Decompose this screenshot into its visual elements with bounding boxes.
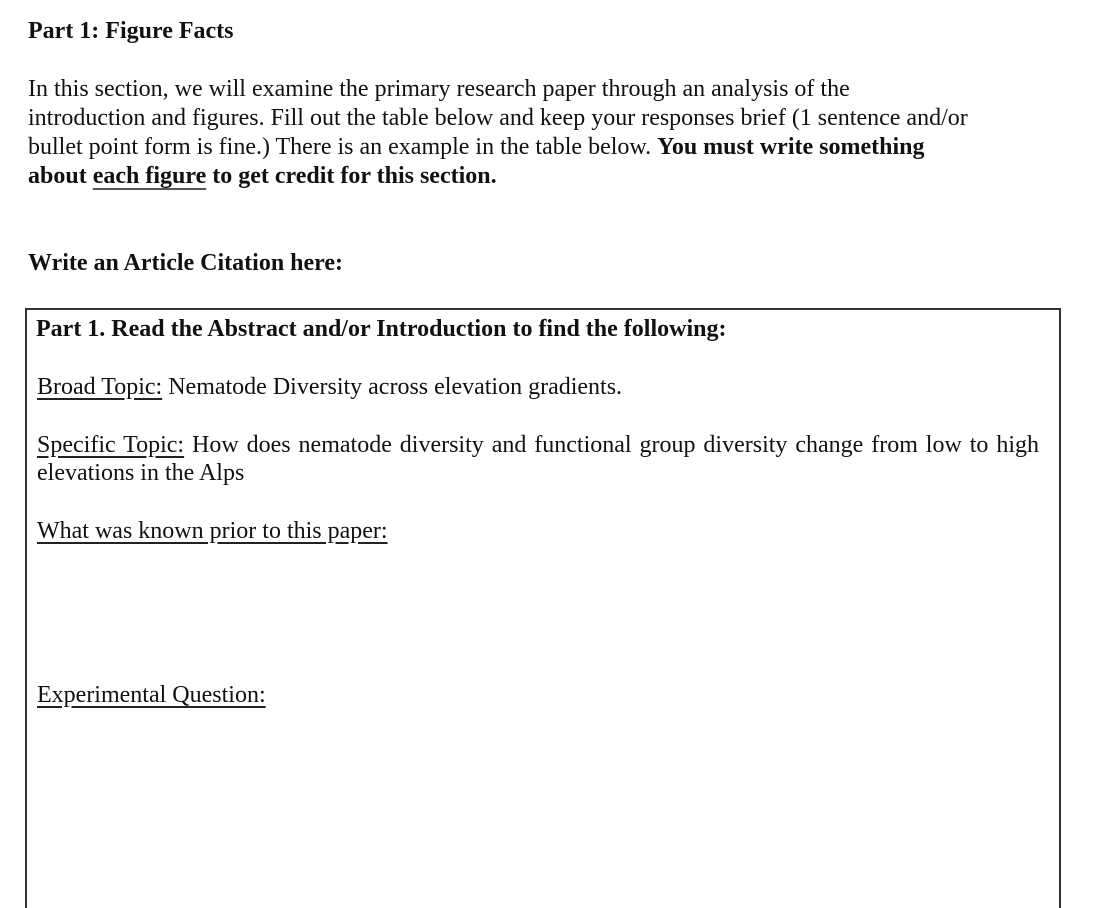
specific-topic-field[interactable] — [37, 431, 1039, 487]
intro-bold-lead: You must write something about — [28, 134, 925, 189]
known-prior-label: What was known prior to this paper: — [37, 518, 388, 544]
broad-topic-label: Broad Topic: — [37, 374, 163, 400]
intro-paragraph — [28, 75, 968, 191]
broad-topic-field[interactable] — [37, 373, 1039, 401]
intro-bold-underlined: each figure — [92, 163, 207, 189]
page-title: Part 1: Figure Facts — [28, 18, 234, 44]
experimental-question-field[interactable] — [37, 681, 1039, 709]
citation-heading: Write an Article Citation here: — [28, 250, 344, 276]
table-title: Part 1. Read the Abstract and/or Introduction to find the following: — [36, 316, 727, 342]
specific-topic-value: How does nematode diversity and functional group diversity change from low to high elevations in the Alps — [37, 432, 1039, 486]
intro-bold-tail: to get credit for this section. — [206, 163, 497, 189]
broad-topic-value: Nematode Diversity across elevation gradients. — [162, 374, 623, 400]
specific-topic-label: Specific Topic: — [37, 432, 185, 458]
intro-text: In this section, we will examine the primary research paper through an analysis of the introduction and figures. Fill out the table below and keep your responses brief (1 sentence and/or bullet point form is fine.) There is an example in the table below. — [28, 76, 968, 160]
question-table — [25, 308, 1061, 908]
known-prior-field[interactable] — [37, 517, 1039, 545]
experimental-question-label: Experimental Question: — [37, 682, 266, 708]
